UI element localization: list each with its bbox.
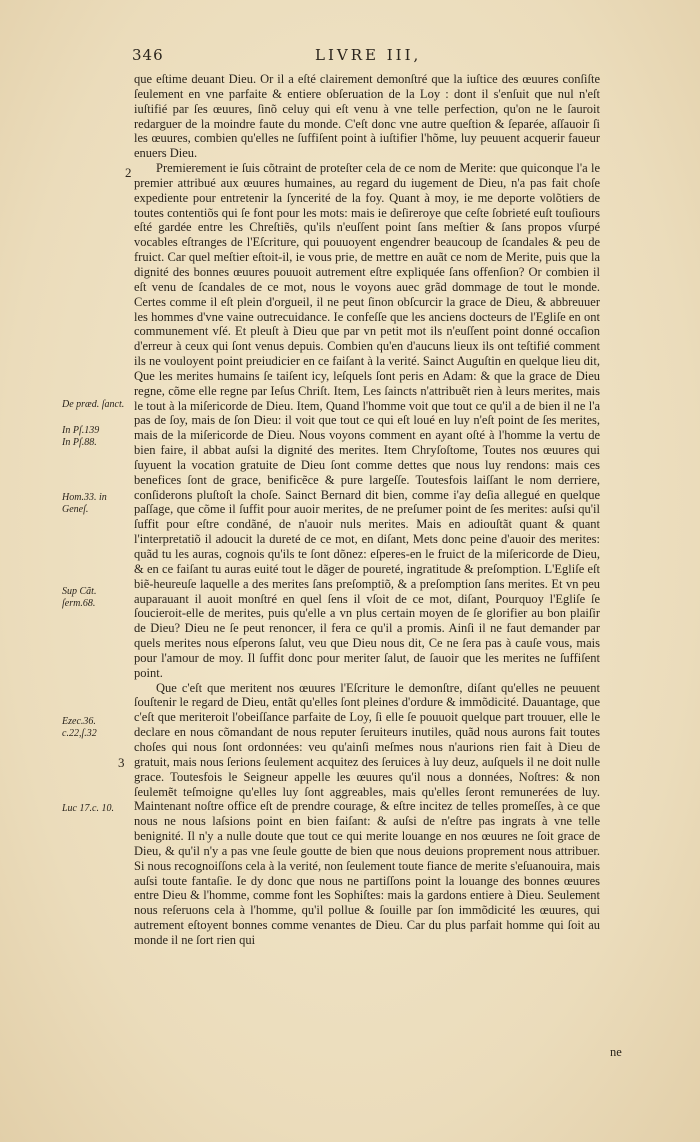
catchword: ne (610, 1045, 622, 1059)
running-title: LIVRE III, (315, 46, 422, 64)
marginal-note: Luc 17.c. 10. (62, 803, 114, 814)
paragraph: que eſtime deuant Dieu. Or il a eſté clairement demonſtré que la iuſtice des œuures conſiſte ſeulement en vne parfaite & entiere obſeruation de la Loy : dont il s'enſuit que nul n'eſt iuſtifié par ſes œuures, ſinõ celuy qui eſt venu à vne telle perfection, qu'on ne le ſauroit redarguer de la moindre faute du monde. C'eſt donc vne autre queſtion & ſeparée, aſſauoir ſi les œuures, combien qu'elles ne ſuffiſent point à iuſtifier l'hõme, luy peuuent acquerir faueur enuers Dieu. (134, 72, 600, 161)
marginal-note: De præd. ſanct. (62, 399, 125, 410)
marginal-note: In Pſ.139 (62, 425, 100, 436)
paragraph-marker-3: 3 (118, 755, 125, 770)
paragraph: Que c'eſt que meritent nos œuures l'Eſcriture le demonſtre, diſant qu'elles ne peuuent ſouſtenir le regard de Dieu, entãt qu'elles ſont pleines d'ordure & immõdicité. Dauantage, que c'eſt que meriteroit l'obeiſſance parfaite de Loy, ſi elle ſe pouuoit quelque part trouuer, elle le declare en nous cõmandant de nous reputer ſeruiteurs inutiles, quãd nous aurons fait toutes choſes qui nous ſont ordonnées: veu qu'ainſi meſmes nous n'aurions rien fait à Dieu de gratuit, mais nous ſerions ſeulement acquitez des ſeruices à luy deuz, auſquels il ne doit nulle grace. Toutesfois le Seigneur appelle les œuures qu'il nous a données, Noſtres: & non ſeulemẽt teſmoigne qu'elles luy ſont aggreables, mais qu'elles ſeront remunerées de luy. Maintenant noſtre office eſt de prendre courage, & eſtre incitez de telles promeſſes, à ce que nous ne nous laſsions point en bien faiſant: & auſsi de n'eſtre pas ingrats à vne telle benignité. Il n'y a nulle doute que tout ce qui merite louange en nos œuures ne ſoit grace de Dieu, & qu'il n'y a pas vne ſeule goutte de bien que nous deuions proprement nous attribuer. Si nous recognoiſſons cela à la verité, non ſeulement toute fiance de merite s'eſuanouira, mais auſsi toute fantaſie. Ie dy donc que nous ne partiſſons point la louange des bonnes œuures entre Dieu & l'homme, comme font les Sophiſtes: mais la gardons entiere à Dieu. Seulement nous reſeruons cela à l'homme, qu'il pollue & ſouille par ſon immõdicité les œuures, qui autrement eſtoyent bonnes comme venantes de Dieu. Car du plus parfait homme qui ſoit au monde il ne ſort rien qui (134, 680, 600, 947)
marginal-note: Ezec.36. c.22,ſ.32 (62, 716, 97, 739)
page-header (0, 46, 700, 70)
body-text (134, 72, 600, 948)
page-number: 346 (132, 46, 164, 64)
marginal-note: In Pſ.88. (62, 437, 97, 448)
paragraph-marker-2: 2 (125, 165, 132, 180)
marginal-note: Hom.33. in Geneſ. (62, 492, 107, 515)
paragraph: Premierement ie ſuis cõtraint de proteſter cela de ce nom de Merite: que quiconque l'a le premier attribué aux œuures humaines, au regard du iugement de Dieu, n'a pas fait choſe expediente pour entretenir la ſyncerité de la foy. Quant à moy, ie me deporte volõtiers de toutes contentiõs qui ſe font pour les mots: mais ie deſireroye que ceſte ſobrieté euſt touſiours eſté gardée entre les Chreſtiẽs, qu'ils n'euſſent point ſans meſtier & ſans propos vſurpé vocables eſtranges de l'Eſcriture, qui pouuoyent engendrer beaucoup de ſcandales & peu de fruict. Car quel meſtier eſtoit-il, ie vous prie, de mettre en auãt ce nom de Merite, puis que la dignité des bonnes œuures pouuoit autrement eſtre expliquée ſans offenſion? Or combien il eſt venu de ſcandales de ce mot, nous le voyons auec grãd dommage de tout le monde. Certes comme il eſt plein d'orgueil, il ne peut ſinon obſcurcir la grace de Dieu, & abbreuuer les hommes d'vne vaine outrecuidance. Ie confeſſe que les anciens docteurs de l'Egliſe en ont communement vſé. Et pleuſt à Dieu que par vn petit mot ils n'euſſent point donné occaſion d'erreur à ceux qui ſont venus depuis. Combien qu'en d'aucuns lieux ils ont teſtifié comment ils ne vouloyent point preiudicier en ce faiſant à la verité. Sainct Auguſtin en quelque lieu dit, Que les merites humains ſe taiſent icy, leſquels ſont peris en Adam: & que la grace de Dieu regne, cõme elle regne par Ieſus Chriſt. Item, Les ſaincts n'attribuẽt rien à leurs merites, mais le tout à la miſericorde de Dieu. Item, Quand l'homme voit que tout ce qu'il a de bien il ne l'a pas de ſoy, mais de ſon Dieu: il voit que tout ce qui eſt loué en luy n'eſt point de ſes merites, mais de la miſericorde de Dieu. Nous voyons comment en ayant oſté à l'homme la vertu de bien faire, il abbat auſsi la dignité des merites. Item Chryſoſtome, Toutes nos œuures qui ſuyuent la vocation gratuite de Dieu ſont comme dettes que nous luy rendons: mais ces benefices ſont de grace, benificẽce & pure largeſſe. Toutesfois laiſſant le nom derriere, conſiderons pluſtoſt la choſe. Sainct Bernard dit bien, comme i'ay deſia allegué en quelque paſſage, que cõme il ſuffit pour auoir merites, de ne preſumer point de ſes merites: auſsi qu'il ſuffit pour eſtre condãné, de n'auoir nuls merites. Mais en adiouſtãt quant & quant l'interpretatiõ il adoucit la dureté de ce mot, en diſant, Mets donc peine d'auoir des merites: quãd tu les auras, cognois qu'ils te ſont dõnez: eſperes-en le fruict de la miſericorde de Dieu, & en ce faiſant tu auras euité tout le dãger de poureté, ingratitude & preſomption. L'Egliſe eſt biẽ-heureuſe laquelle a des merites ſans preſomptiõ, & a preſomption ſans merites. Et vn peu auparauant il auoit monſtré en quel ſens il vſoit de ce mot, diſant, Pourquoy l'Egliſe ſe ſoucieroit-elle de merites, puis qu'elle a vn plus certain moyen de ſe glorifier au bon plaiſir de Dieu? Dieu ne ſe peut renoncer, il fera ce qu'il a promis. Ainſi il ne faut demander par quels merites nous eſperons ſalut, veu que Dieu nous dit, Ce ne ſera pas à cauſe vous, mais pour l'amour de moy. Il ſuffit donc pour meriter ſalut, de ſauoir que les merites ne ſuffiſent point. (134, 161, 600, 680)
marginal-note: Sup Cãt. ſerm.68. (62, 586, 97, 609)
